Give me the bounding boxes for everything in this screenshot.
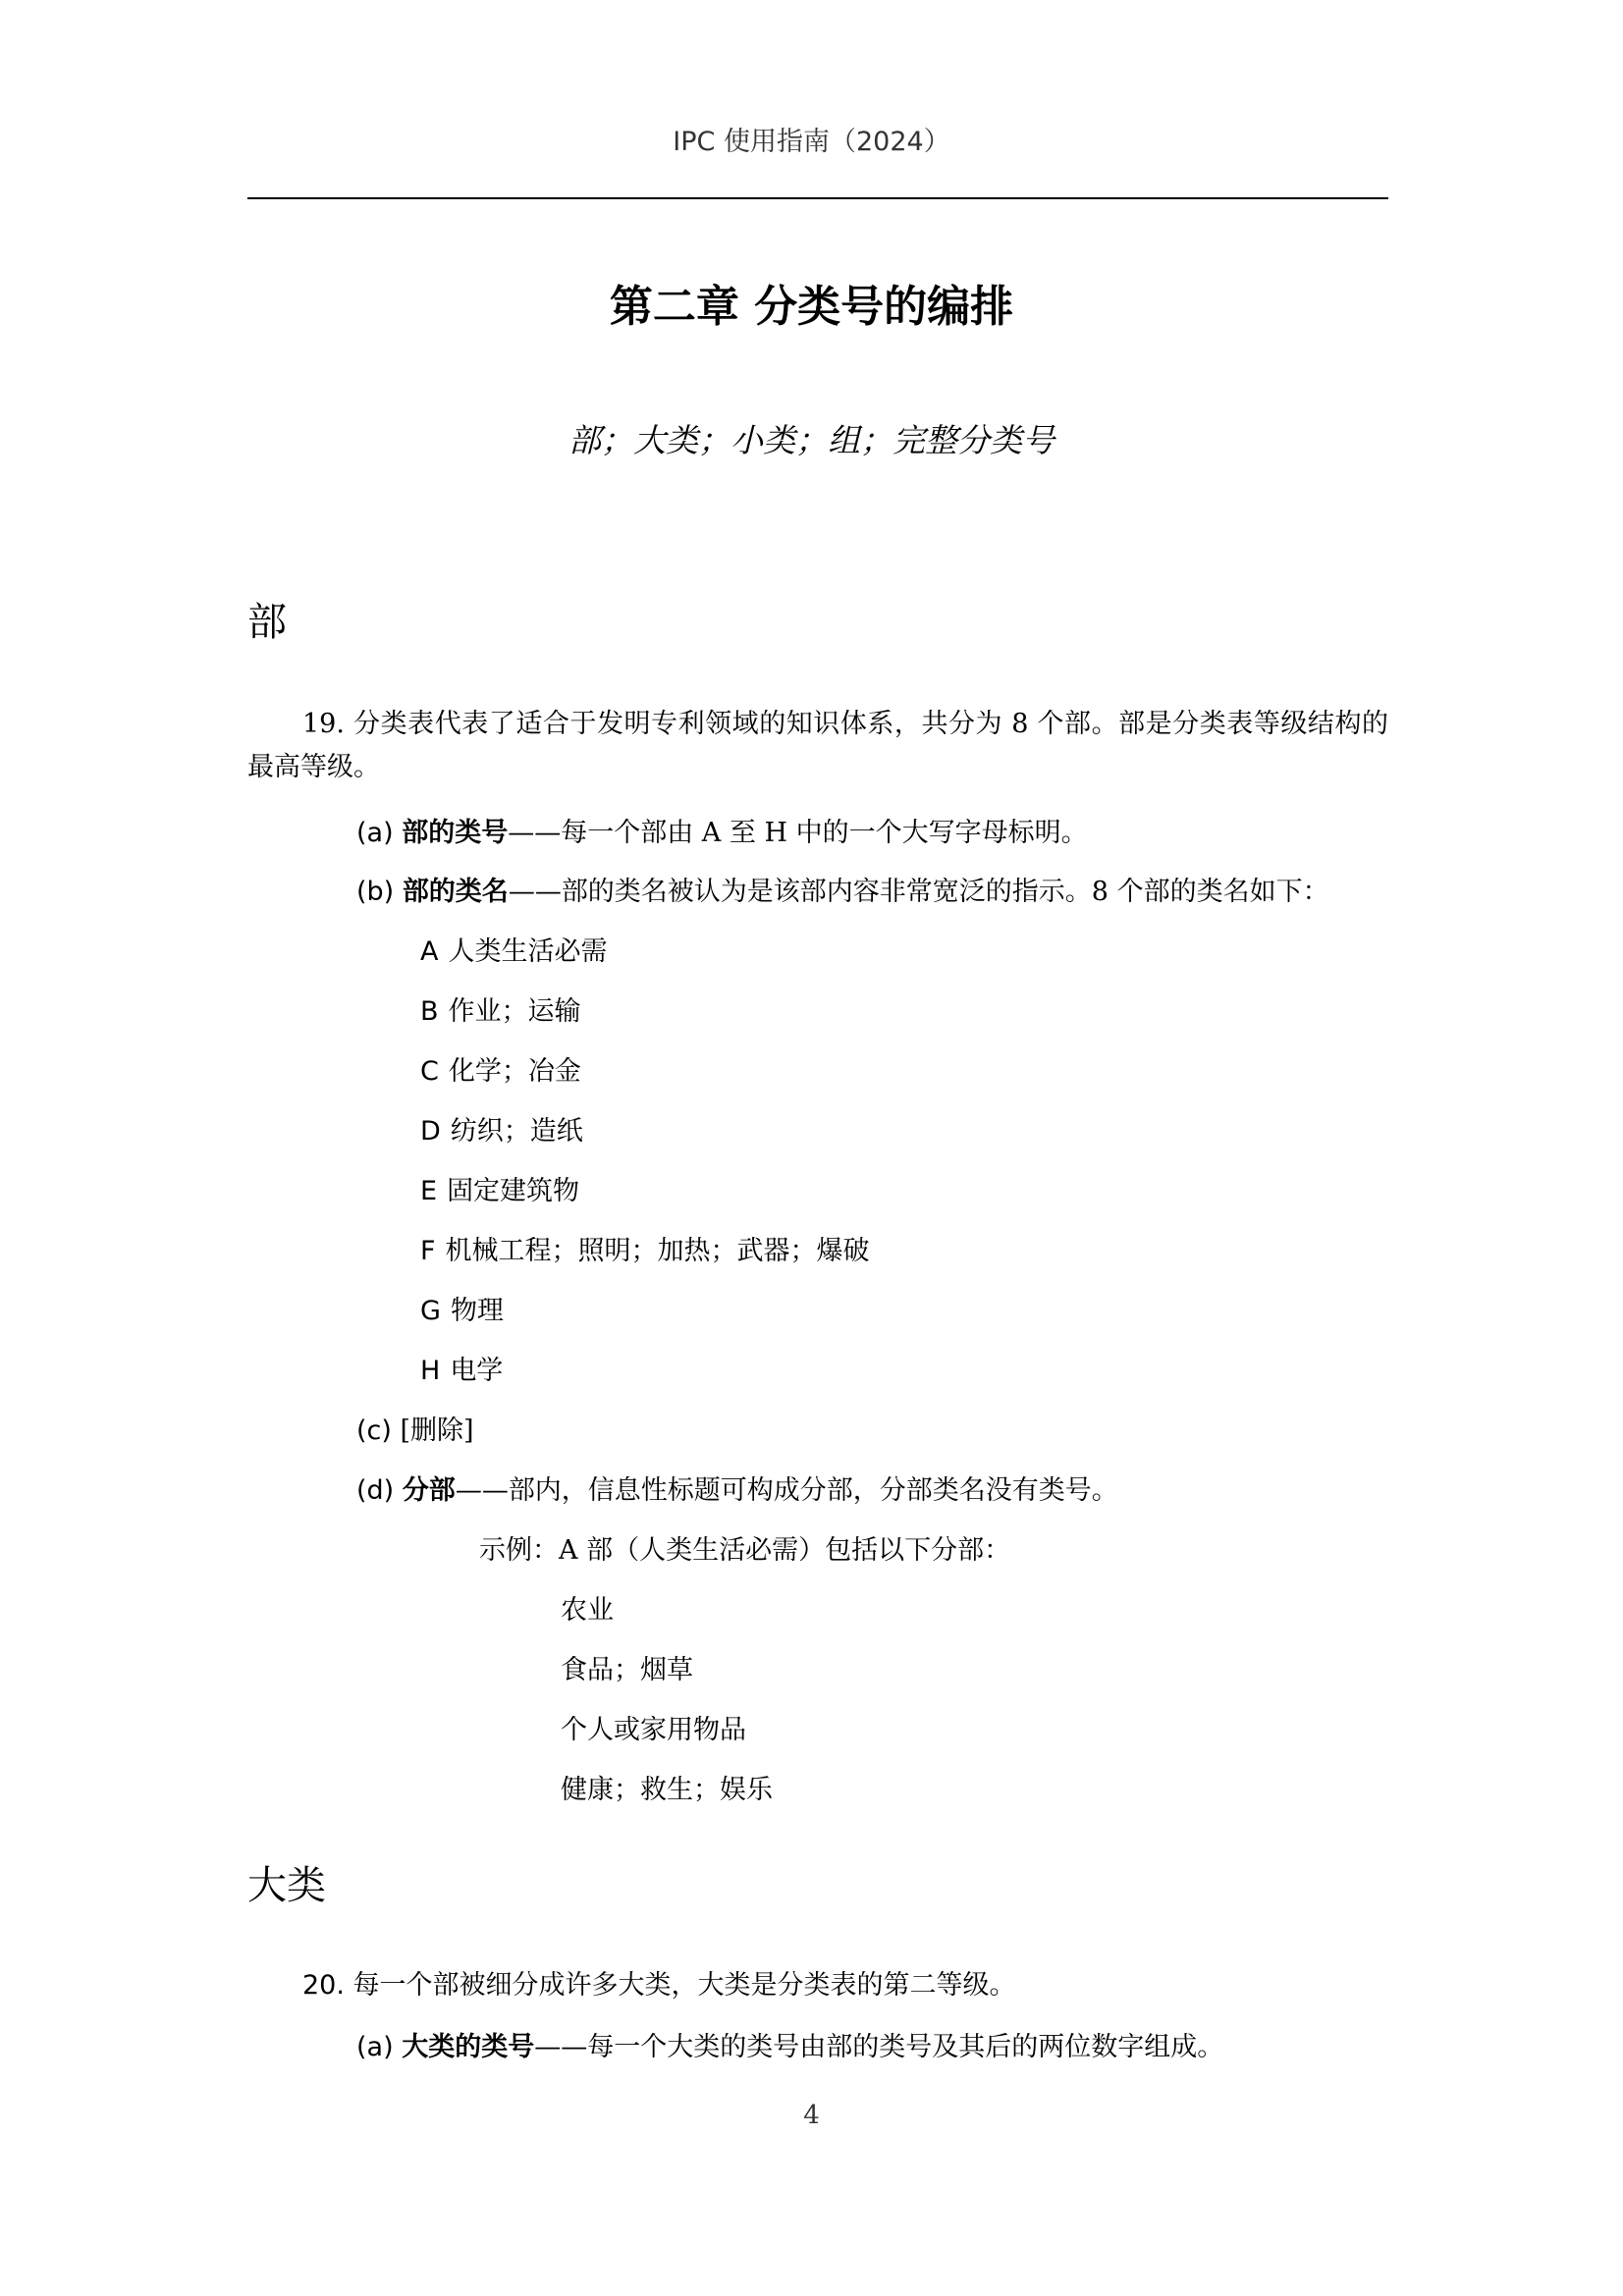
page-number: 4 <box>803 2101 820 2130</box>
section-name: 物理 <box>450 1296 504 1326</box>
section-name: 人类生活必需 <box>448 936 608 967</box>
paragraph-number: 19. <box>302 709 345 739</box>
item-term: 分部 <box>402 1475 456 1506</box>
item-label: (b) <box>356 877 395 907</box>
chapter-subtitle: 部；大类；小类；组；完整分类号 <box>568 421 1055 459</box>
item-text: ——每一个部由 A 至 H 中的一个大写字母标明。 <box>508 818 1088 848</box>
header-divider <box>247 197 1388 199</box>
subsection-item: 健康；救生；娱乐 <box>561 1775 773 1805</box>
item-label: (c) <box>356 1415 392 1446</box>
item-text: ——每一个大类的类号由部的类号及其后的两位数字组成。 <box>534 2032 1224 2062</box>
section-name: 化学；冶金 <box>448 1056 581 1087</box>
item-term: 部的类名 <box>402 877 509 907</box>
item-a-class-symbol <box>356 2025 1223 2063</box>
section-letter: D <box>420 1116 441 1147</box>
section-heading-dalei: 大类 <box>247 1863 326 1908</box>
item-text: ——部内，信息性标题可构成分部，分部类名没有类号。 <box>455 1475 1118 1506</box>
section-letter: H <box>420 1356 441 1386</box>
subsection-item: 个人或家用物品 <box>561 1715 746 1745</box>
section-name: 电学 <box>450 1356 504 1386</box>
example-intro: 示例：A 部（人类生活必需）包括以下分部： <box>479 1535 1011 1566</box>
section-list-item <box>420 930 607 968</box>
section-list-item <box>420 989 581 1028</box>
section-name: 纺织；造纸 <box>450 1116 583 1147</box>
section-letter: A <box>420 936 439 967</box>
chapter-title: 第二章 分类号的编排 <box>609 282 1014 332</box>
paragraph-19 <box>247 703 1388 789</box>
section-list-item <box>420 1289 504 1327</box>
section-letter: F <box>420 1236 436 1266</box>
section-name: 机械工程；照明；加热；武器；爆破 <box>445 1236 870 1266</box>
section-letter: C <box>420 1056 439 1087</box>
section-list-item <box>420 1109 583 1148</box>
section-name: 作业；运输 <box>448 996 581 1027</box>
item-term: 大类的类号 <box>402 2032 535 2062</box>
item-label: (a) <box>356 2032 394 2062</box>
section-letter: G <box>420 1296 441 1326</box>
page-header: IPC 使用指南（2024） <box>673 127 950 157</box>
item-b-section-title <box>356 870 1329 908</box>
subsection-item: 食品；烟草 <box>561 1655 693 1685</box>
section-list-item <box>420 1169 579 1207</box>
section-list-item <box>420 1229 870 1267</box>
section-list-item <box>420 1349 503 1387</box>
paragraph-number: 20. <box>302 1970 345 2001</box>
section-letter: B <box>420 996 439 1027</box>
section-name: 固定建筑物 <box>447 1176 580 1206</box>
paragraph-text: 每一个部被细分成许多大类，大类是分类表的第二等级。 <box>352 1970 1016 2001</box>
paragraph-text: 分类表代表了适合于发明专利领域的知识体系，共分为 8 个部。部是分类表等级结构的最高等级。 <box>247 709 1388 782</box>
item-d-subsection <box>356 1468 1118 1507</box>
paragraph-20 <box>302 1964 1016 2007</box>
item-c-deleted <box>356 1409 474 1447</box>
item-text: [删除] <box>400 1415 474 1446</box>
subsection-item: 农业 <box>561 1595 614 1626</box>
item-a-section-symbol <box>356 811 1088 849</box>
item-term: 部的类号 <box>402 818 509 848</box>
item-label: (a) <box>356 818 394 848</box>
section-heading-bu: 部 <box>247 600 287 645</box>
item-text: ——部的类名被认为是该部内容非常宽泛的指示。8 个部的类名如下： <box>508 877 1329 907</box>
section-letter: E <box>420 1176 438 1206</box>
section-list-item <box>420 1049 581 1088</box>
item-label: (d) <box>356 1475 395 1506</box>
